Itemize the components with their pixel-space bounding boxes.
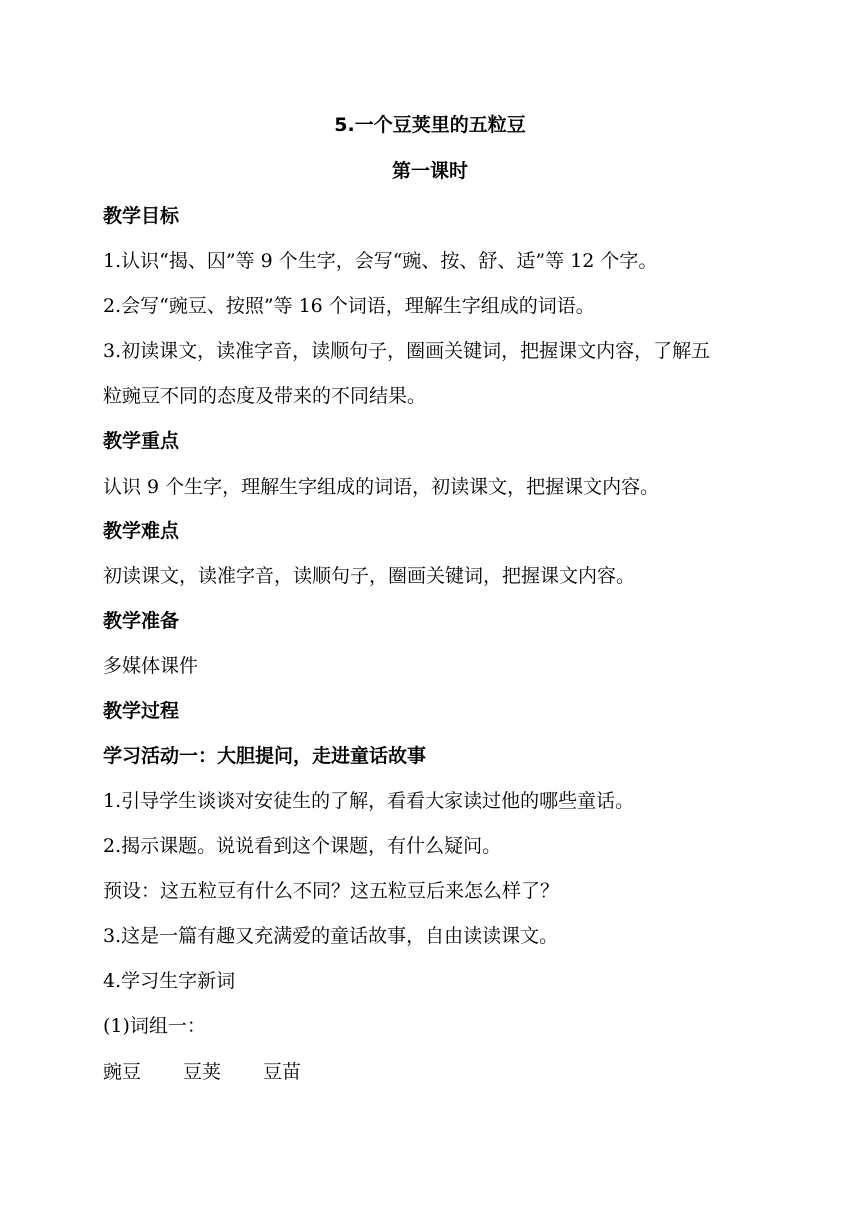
activity1-heading: 学习活动一：大胆提问，走进童话故事 (103, 745, 427, 767)
activity1-preset: 预设：这五粒豆有什么不同？这五粒豆后来怎么样了？ (103, 880, 560, 902)
difficulties-text: 初读课文，读准字音，读顺句子，圈画关键词，把握课文内容。 (103, 565, 636, 587)
word-group-one (103, 1060, 343, 1084)
preparation-text: 多媒体课件 (103, 655, 199, 677)
page-subtitle: 第一课时 (391, 160, 468, 182)
word-item: 豌豆 (103, 1061, 142, 1083)
objective-item: 2.会写“豌豆、按照”等 16 个词语，理解生字组成的词语。 (103, 295, 595, 317)
objectives-heading: 教学目标 (103, 205, 180, 227)
page-title: 5.一个豆荚里的五粒豆 (334, 114, 526, 136)
activity1-item: 2.揭示课题。说说看到这个课题，有什么疑问。 (103, 835, 502, 857)
word-group-label: (1)词组一： (103, 1015, 206, 1037)
difficulties-heading: 教学难点 (103, 520, 180, 542)
objective-item-continued: 粒豌豆不同的态度及带来的不同结果。 (103, 385, 427, 407)
key-points-heading: 教学重点 (103, 430, 180, 452)
word-item: 豆荚 (183, 1061, 222, 1083)
word-item: 豆苗 (263, 1061, 302, 1083)
preparation-heading: 教学准备 (103, 610, 180, 632)
activity1-item: 4.学习生字新词 (103, 970, 236, 992)
process-heading: 教学过程 (103, 700, 180, 722)
activity1-item: 1.引导学生谈谈对安徒生的了解，看看大家读过他的哪些童话。 (103, 790, 635, 812)
key-points-text: 认识 9 个生字，理解生字组成的词语，初读课文，把握课文内容。 (103, 476, 660, 498)
objective-item: 1.认识“揭、囚”等 9 个生字，会写“豌、按、舒、适”等 12 个字。 (103, 250, 658, 272)
objective-item: 3.初读课文，读准字音，读顺句子，圈画关键词，把握课文内容，了解五 (103, 340, 711, 362)
activity1-item: 3.这是一篇有趣又充满爱的童话故事，自由读读课文。 (103, 925, 559, 947)
